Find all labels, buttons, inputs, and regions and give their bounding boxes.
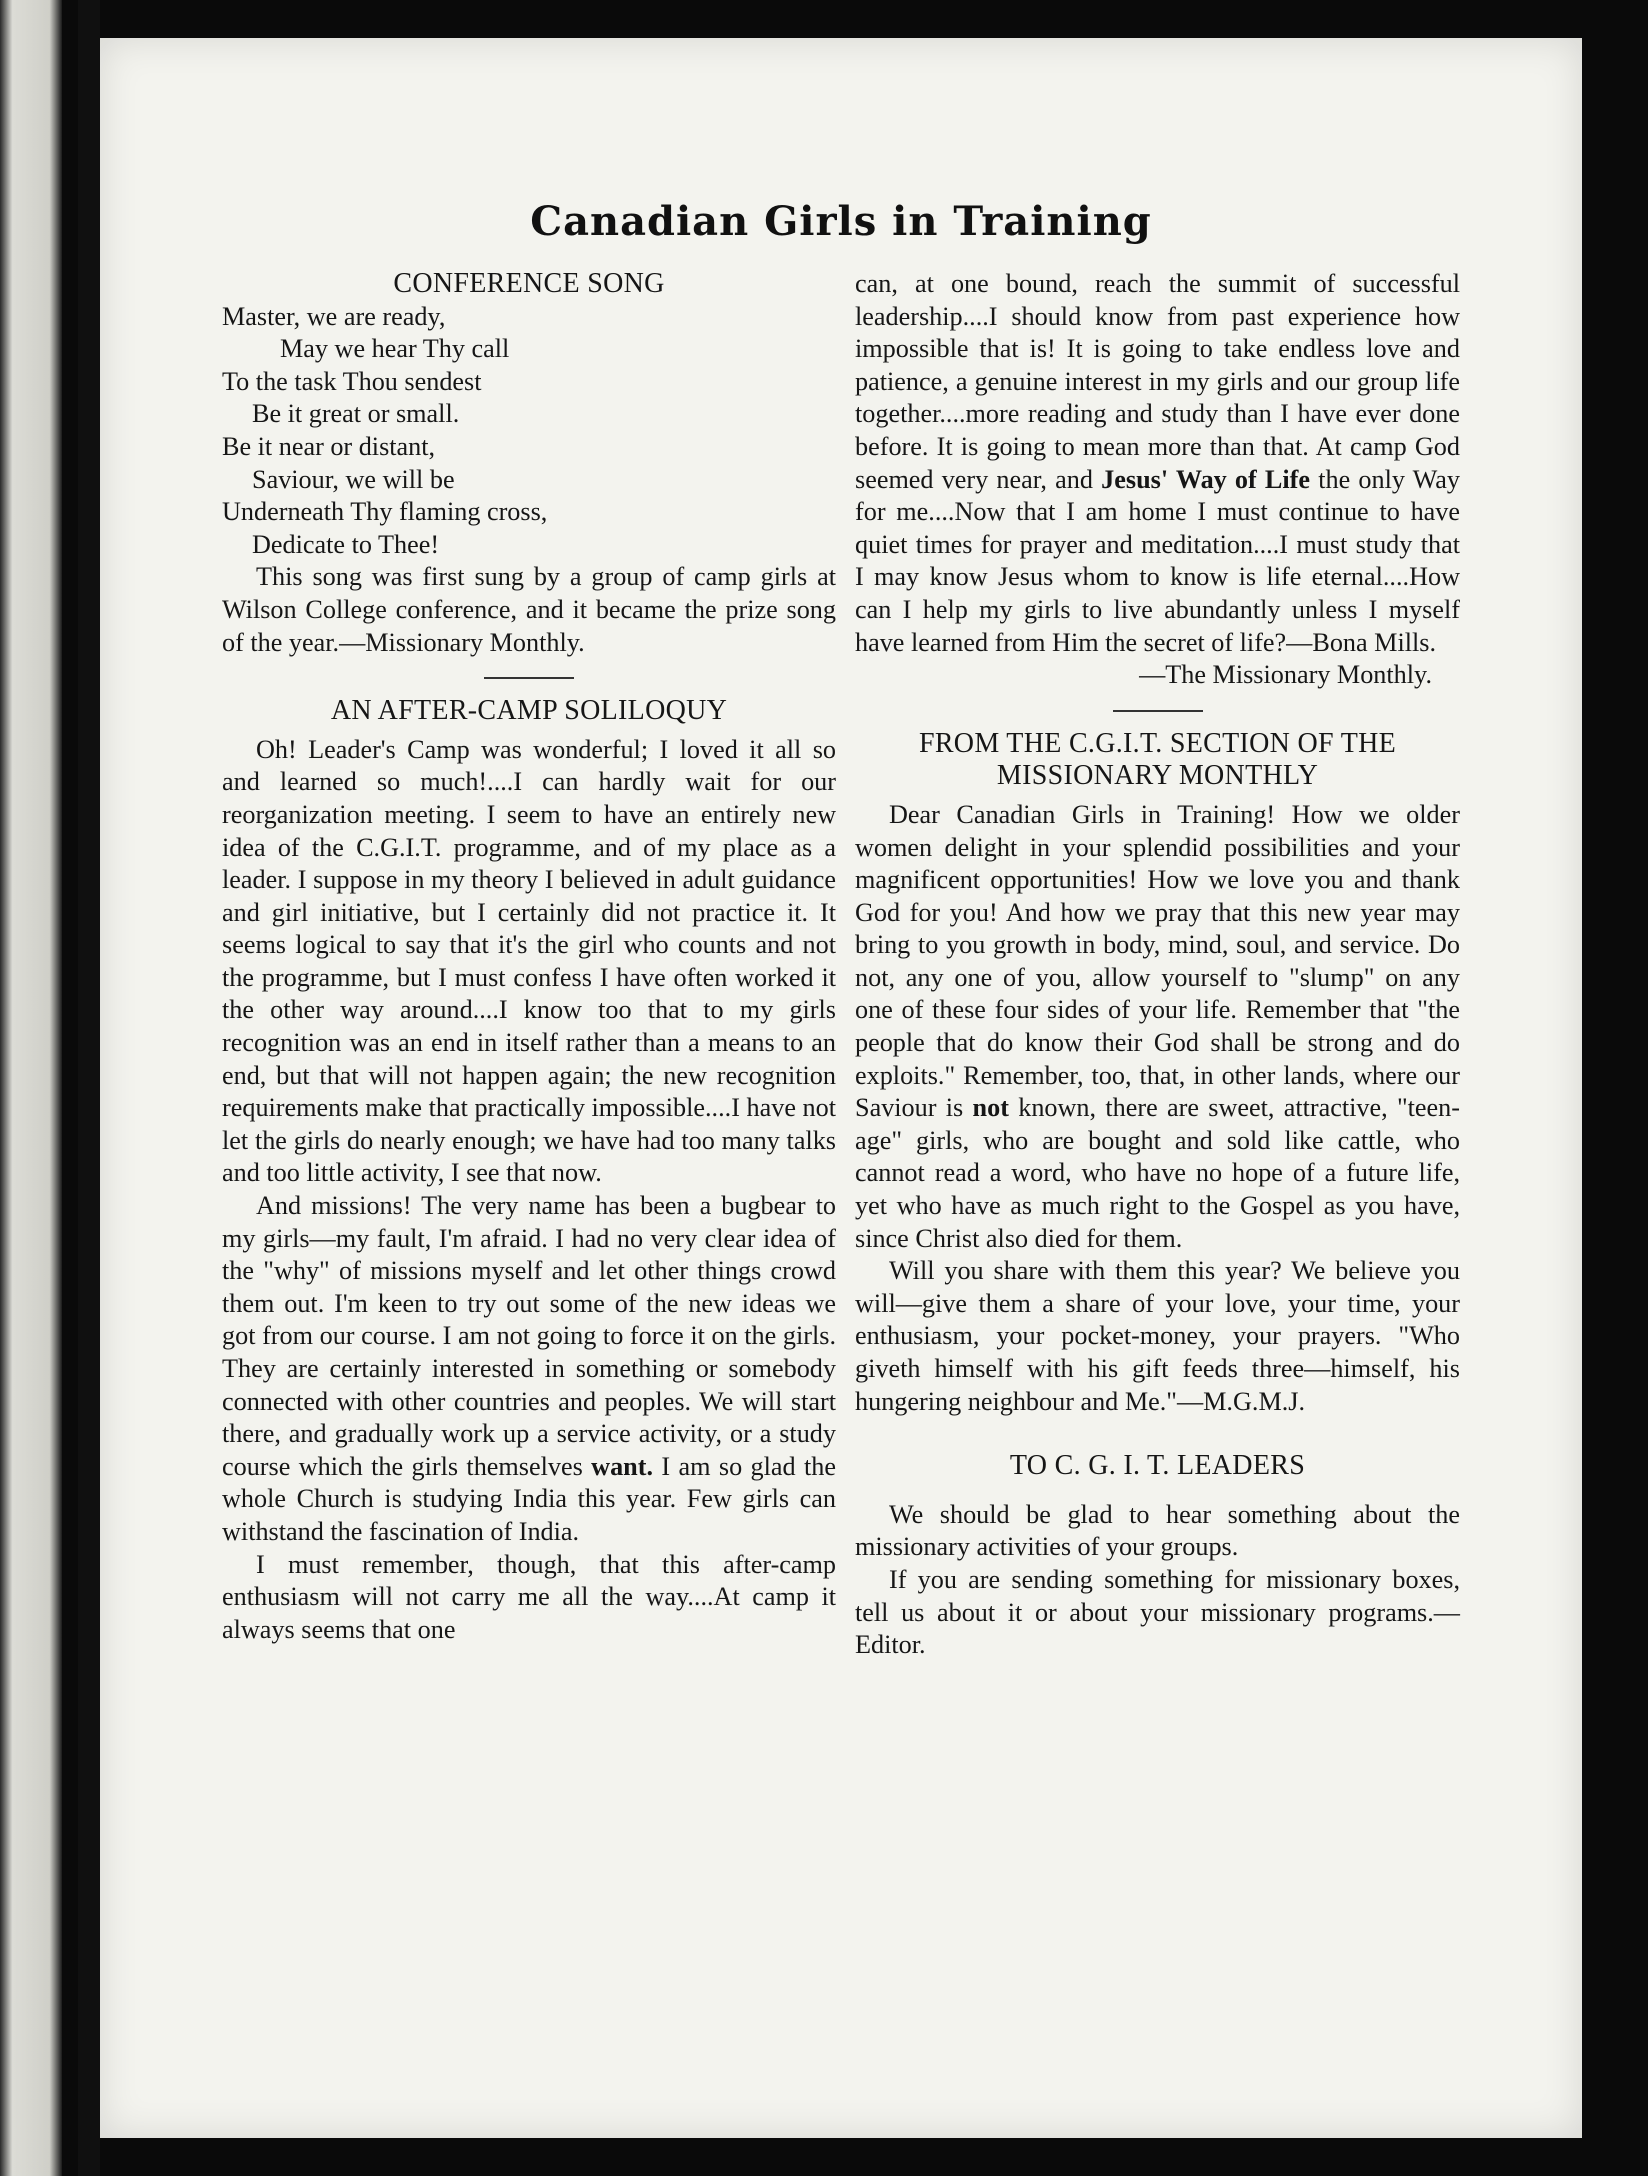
- song-verse: [222, 301, 836, 562]
- paragraph-text: Dear Canadian Girls in Training! How we older women delight in your splendid possibilities and your magnificent opportunities! How we love you and thank God for you! And how we pray that this new year may bring to you growth in body, mind, soul, and service. Do not, any one of you, allow yourself to "slump" on any one of these four sides of your life. Remember that "the people that do know their God shall be strong and do exploits." Remember, too, that, in other lands, where our Saviour is: [855, 799, 1460, 1123]
- song-line: Be it great or small.: [252, 399, 460, 429]
- conference-song-heading: CONFERENCE SONG: [393, 268, 665, 299]
- song-line: Master, we are ready,: [222, 301, 446, 331]
- left-column: [222, 268, 836, 1646]
- section-divider: [1113, 710, 1203, 712]
- song-line: May we hear Thy call: [280, 334, 510, 364]
- page-title: Canadian Girls in Training: [530, 198, 1152, 245]
- song-line: Saviour, we will be: [252, 464, 455, 494]
- emphasis-not: not: [972, 1093, 1009, 1123]
- emphasis-way-of-life: Jesus' Way of Life: [1101, 464, 1311, 494]
- paragraph-text: known, there are sweet, attractive, "teen-age" girls, who are bought and sold like cattle, who cannot read a word, who have no hope of a future life, yet who have as much right to the Gospel as you have, since Christ also died for them.: [855, 1093, 1460, 1253]
- after-camp-paragraph-1: Oh! Leader's Camp was wonderful; I loved it all so and learned so much!....I can hardly wait for our reorganization meeting. I seem to have an entirely new idea of the C.G.I.T. programme, and of my place as a leader. I suppose in my theory I believed in adult guidance and girl initiative, but I certainly did not practice it. It seems logical to say that it's the girl who counts and not the programme, but I must confess I have often worked it the other way around....I know too that to my girls recognition was an end in itself rather than a means to an end, but that will not happen again; the new recognition requirements make that practically impossible....I have not let the girls do nearly enough; we have had too many talks and too little activity, I see that now.: [222, 734, 836, 1188]
- song-note: This song was first sung by a group of camp girls at Wilson College conference, and it became the prize song of the year.—Missionary Monthly.: [222, 562, 836, 657]
- after-camp-paragraph-2: [222, 1190, 836, 1549]
- binding-shadow: [78, 0, 100, 2176]
- after-camp-paragraph-3-continued: [855, 268, 1460, 659]
- emphasis-want: want.: [591, 1451, 654, 1481]
- song-line: Dedicate to Thee!: [252, 529, 440, 559]
- cgit-section-heading-line-1: FROM THE C.G.I.T. SECTION OF THE: [918, 727, 1397, 759]
- leaders-paragraph-2: If you are sending something for missionary boxes, tell us about it or about your missionary programs.—Editor.: [855, 1564, 1460, 1660]
- after-camp-heading: AN AFTER-CAMP SOLILOQUY: [330, 695, 728, 727]
- paragraph-text: And missions! The very name has been a bugbear to my girls—my fault, I'm afraid. I had no very clear idea of the "why" of missions myself and let other things crowd them out. I'm keen to try out some of the new ideas we got from our course. I am not going to force it on the girls. They are certainly interested in something or somebody connected with other countries and peoples. We will start there, and gradually work up a service activity, or a study course which the girls themselves: [222, 1191, 836, 1481]
- cgit-paragraph-1: [855, 799, 1460, 1255]
- song-line: Underneath Thy flaming cross,: [222, 497, 548, 527]
- paragraph-text: I am so glad the whole Church is studying India this year. Few girls can withstand the fascination of India.: [222, 1451, 836, 1546]
- facing-page-edge: [0, 0, 62, 2176]
- song-line: Be it near or distant,: [222, 431, 436, 461]
- paragraph-text: the only Way for me....Now that I am home I must continue to have quiet times for prayer and meditation....I must study that I may know Jesus whom to know is life eternal....How can I help my girls to live abundantly unless I myself have learned from Him the secret of life?—Bona Mills.: [855, 464, 1460, 657]
- after-camp-attribution: —The Missionary Monthly.: [1139, 660, 1432, 690]
- paragraph-text: can, at one bound, reach the summit of successful leadership....I should know from past experience how impossible that is! It is going to take endless love and patience, a genuine interest in my girls and our group life together....more reading and study than I have ever done before. It is going to mean more than that. At camp God seemed very near, and: [855, 269, 1460, 494]
- section-divider: [484, 677, 574, 679]
- cgit-section-heading-line-2: MISSIONARY MONTHLY: [996, 760, 1319, 792]
- right-column: [855, 268, 1460, 1662]
- song-line: To the task Thou sendest: [222, 366, 482, 396]
- cgit-paragraph-2: Will you share with them this year? We believe you will—give them a share of your love, your time, your enthusiasm, your pocket-money, your prayers. "Who giveth himself with his gift feeds three—himself, his hungering neighbour and Me."—M.G.M.J.: [855, 1256, 1460, 1416]
- leaders-paragraph-1: We should be glad to hear something about the missionary activities of your groups.: [855, 1499, 1460, 1562]
- after-camp-paragraph-3: I must remember, though, that this after-camp enthusiasm will not carry me all the way....At camp it always seems that one: [222, 1549, 836, 1644]
- leaders-heading: TO C. G. I. T. LEADERS: [1009, 1450, 1306, 1482]
